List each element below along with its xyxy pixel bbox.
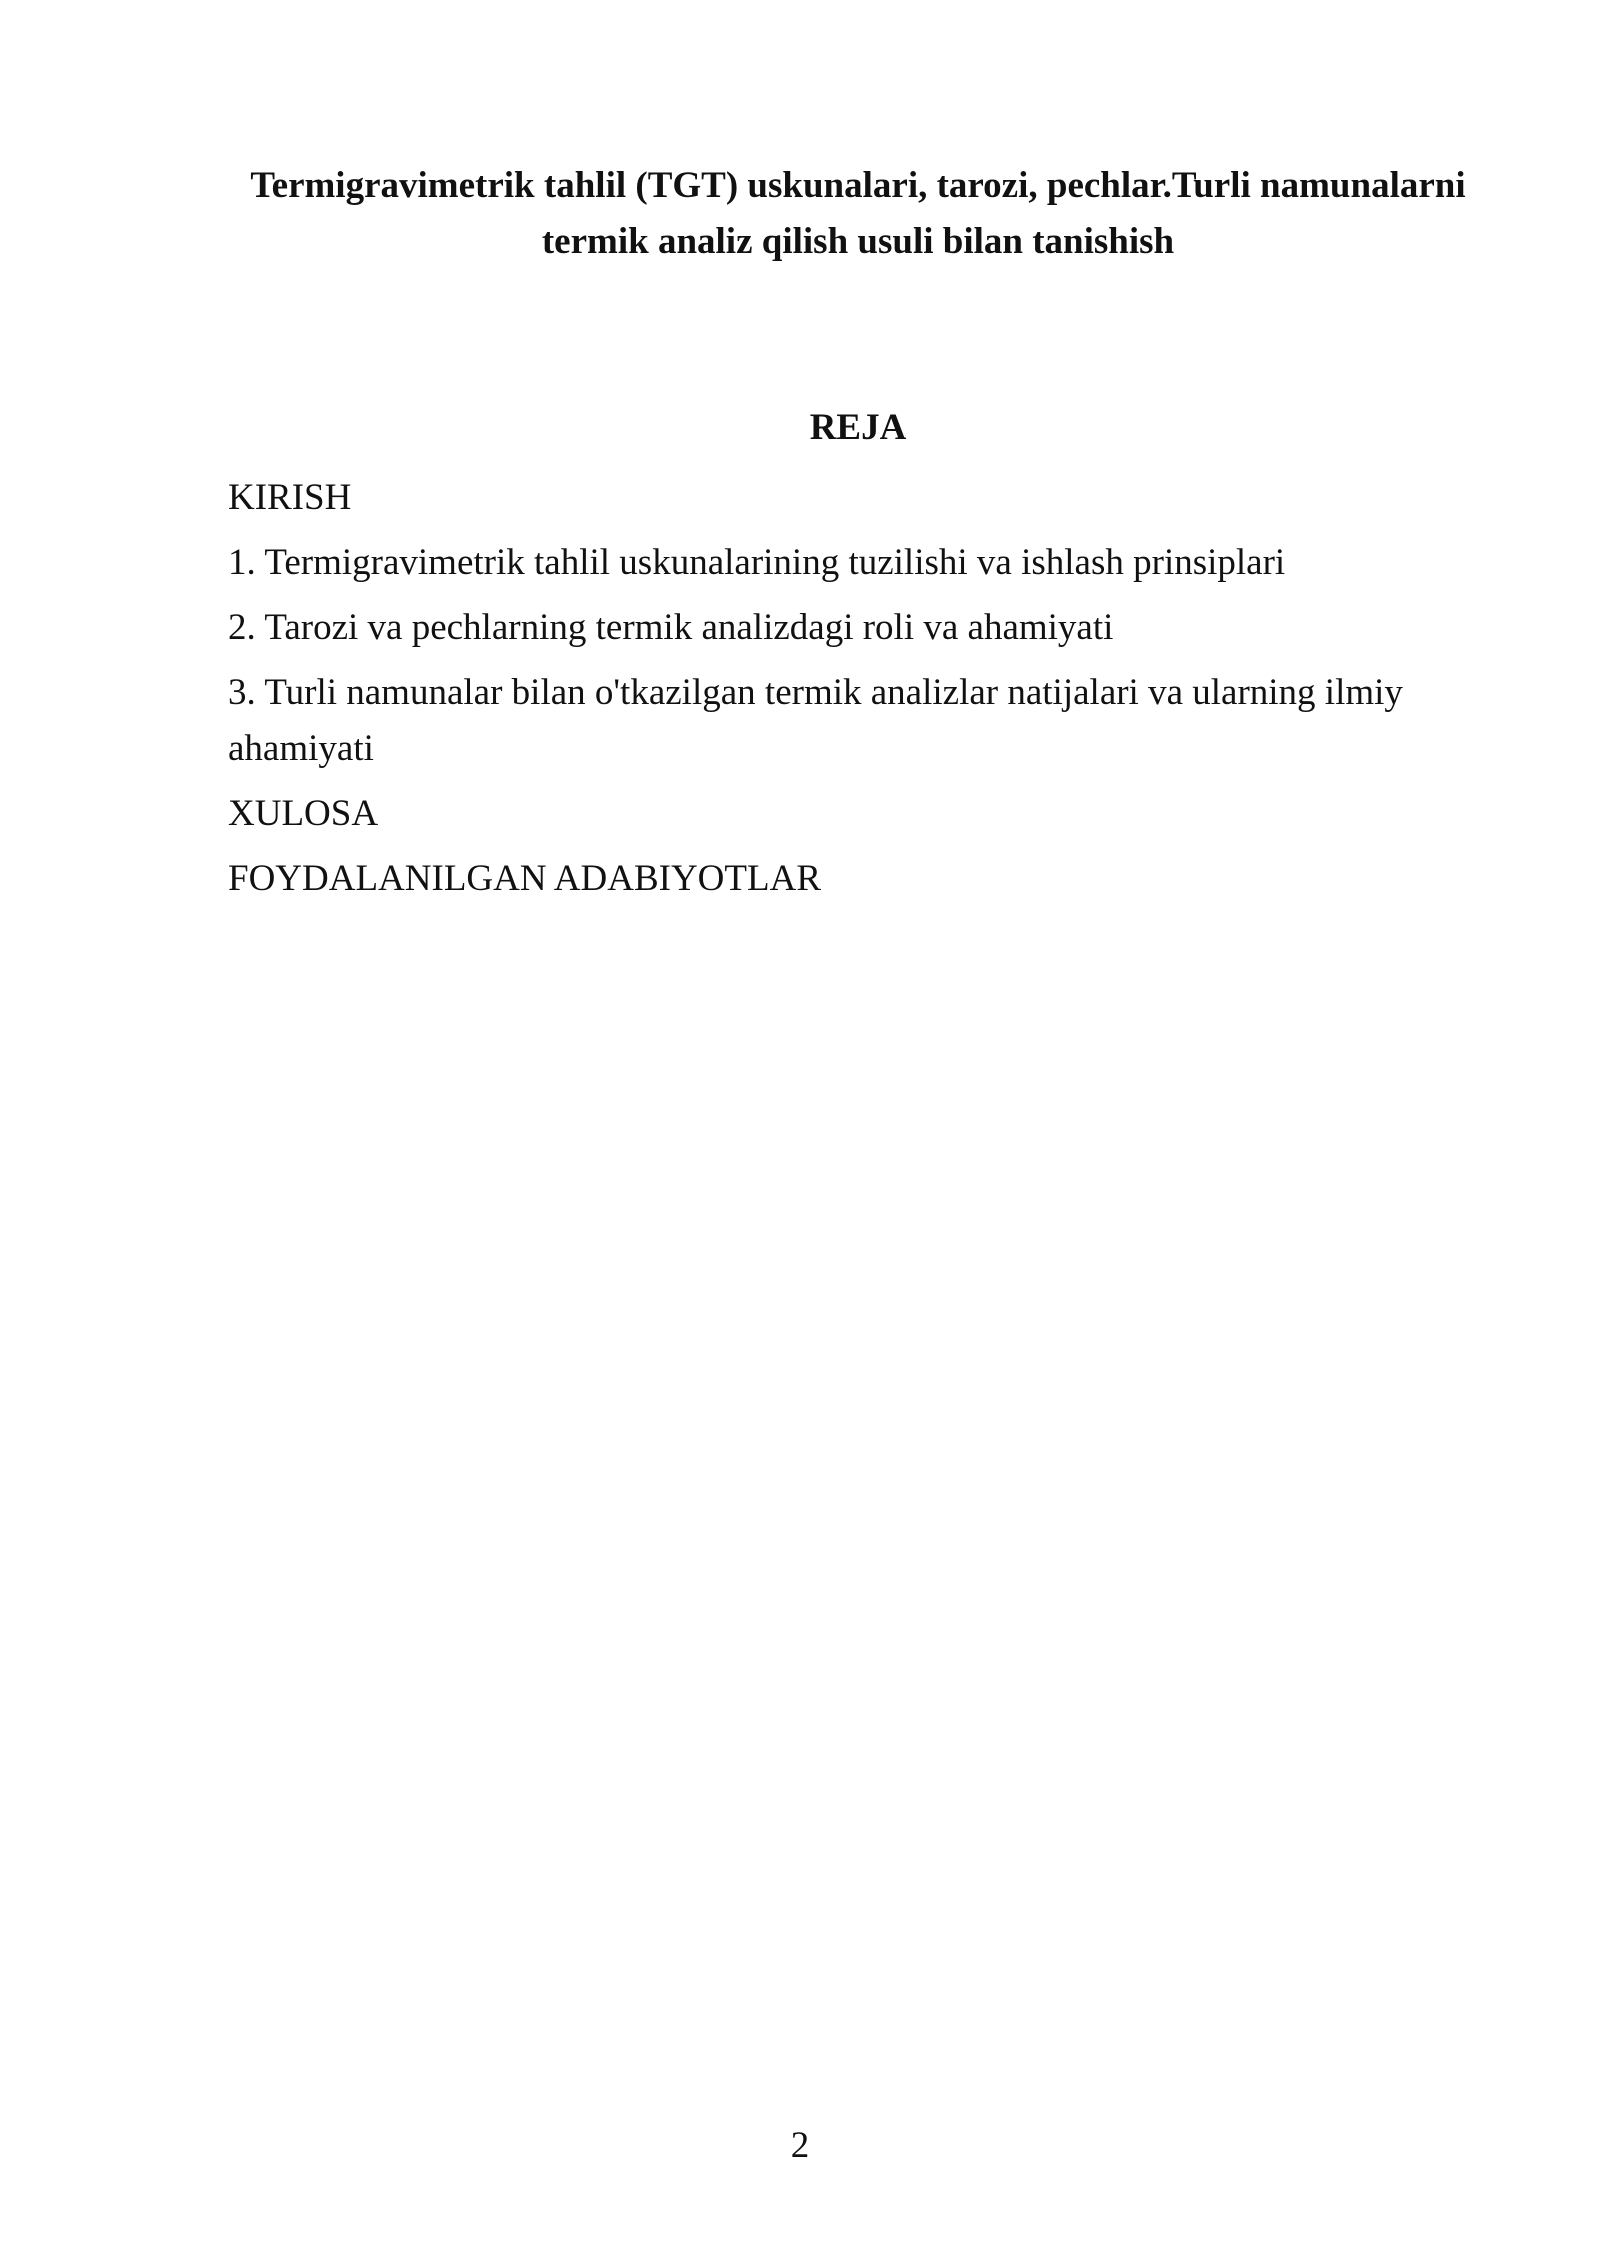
plan-item-2: 2. Tarozi va pechlarning termik analizdagi roli va ahamiyati [228, 607, 1114, 648]
plan-item-3: 3. Turli namunalar bilan o'tkazilgan termik analizlar natijalari va ularning ilmiy ahamiyati [228, 672, 1403, 769]
plan-heading: REJA [809, 407, 907, 448]
plan-item-1: 1. Termigravimetrik tahlil uskunalarining tuzilishi va ishlash prinsiplari [228, 542, 1286, 583]
document-title: Termigravimetrik tahlil (TGT) uskunalari, tarozi, pechlar.Turli namunalarni termik analiz qilish usuli bilan tanishish [250, 165, 1466, 262]
plan-item-introduction: KIRISH [228, 477, 352, 518]
plan-item-conclusion: XULOSA [228, 793, 379, 834]
page-number: 2 [790, 2125, 810, 2166]
plan-item-references: FOYDALANILGAN ADABIYOTLAR [228, 858, 821, 899]
plan-list [228, 470, 1468, 916]
